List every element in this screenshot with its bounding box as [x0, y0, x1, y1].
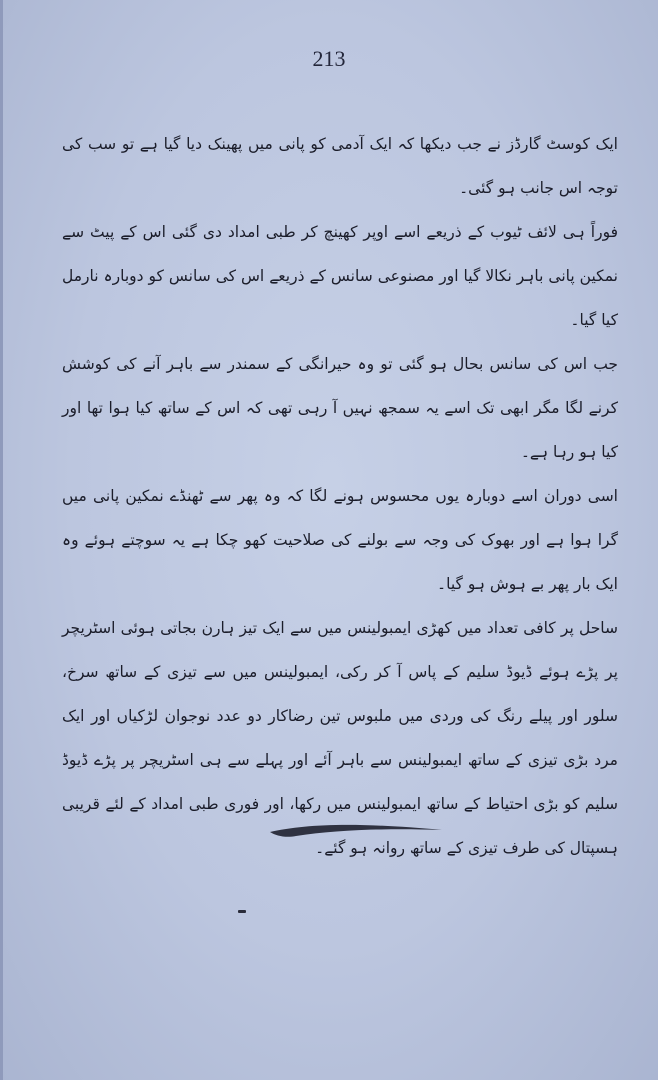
- paragraph-4: اسی دوران اسے دوبارہ یوں محسوس ہونے لگا کہ وہ پھر سے ٹھنڈے نمکین پانی میں گرا ہوا ہے اور بھوک کی وجہ سے بولنے کی صلاحیت کھو چکا ہے یہ سوچتے ہوئے وہ ایک بار پھر بے ہوش ہو گیا۔: [62, 487, 618, 593]
- paragraph-1: ایک کوسٹ گارڈز نے جب دیکھا کہ ایک آدمی کو پانی میں پھینک دیا گیا ہے تو سب کی توجہ اس جانب ہو گئی۔: [62, 135, 618, 197]
- paragraph-5: ساحل پر کافی تعداد میں کھڑی ایمبولینس میں سے ایک تیز ہارن بجاتی ہوئی اسٹریچر پر پڑے ہوئے ڈیوڈ سلیم کے پاس آ کر رکی، ایمبولینس میں سے تیزی کے ساتھ سرخ، سلور اور پیلے رنگ کی وردی میں ملبوس تین رضاکار دو عدد نوجوان لڑکیاں اور ایک مرد بڑی تیزی کے ساتھ ایمبولینس سے باہر آئے اور پہلے سے ہی اسٹریچر پر پڑے ڈیوڈ سلیم کو بڑی احتیاط کے ساتھ ایمبولینس میں رکھا، اور فوری طبی امداد کے لئے قریبی ہسپتال کی طرف تیزی کے ساتھ روانہ ہو گئے۔: [62, 619, 618, 857]
- paragraph-3: جب اس کی سانس بحال ہو گئی تو وہ حیرانگی کے سمندر سے باہر آنے کی کوشش کرنے لگا مگر ابھی تک اسے یہ سمجھ نہیں آ رہی تھی کہ اس کے ساتھ کیا ہوا تھا اور کیا ہو رہا ہے۔: [62, 355, 618, 461]
- body-text: [62, 122, 618, 870]
- paragraph-2: فوراً ہی لائف ٹیوب کے ذریعے اسے اوپر کھینچ کر طبی امداد دی گئی اس کے پیٹ سے نمکین پانی باہر نکالا گیا اور مصنوعی سانس کے ذریعے اس کی سانس کو دوبارہ نارمل کیا گیا۔: [62, 223, 618, 329]
- section-divider-ornament: [266, 818, 446, 844]
- page-edge: [0, 0, 3, 1080]
- page-number: 213: [312, 46, 346, 71]
- ink-mark: [238, 910, 246, 913]
